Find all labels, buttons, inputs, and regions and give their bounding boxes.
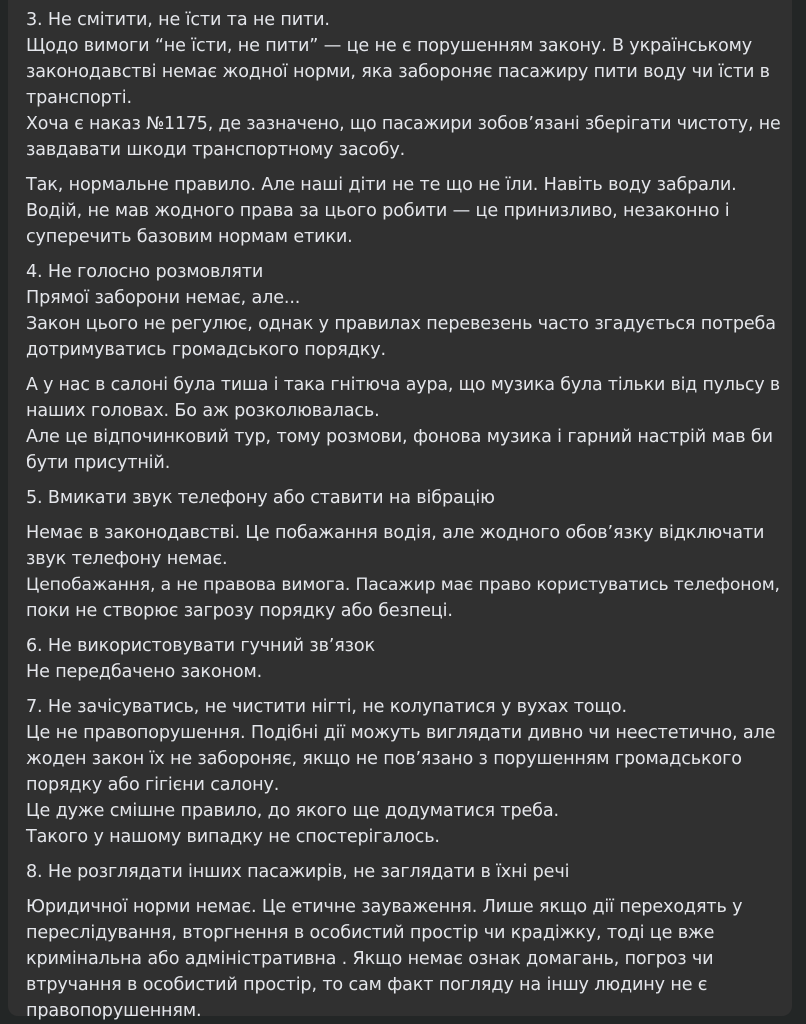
text-line: Юридичної норми немає. Це етичне зауваження. Лише якщо дії переходять у [26,897,743,917]
text-line: транспорті. [26,88,132,108]
paragraph-comment-4 [26,372,782,476]
text-line: А у нас в салоні була тиша і така гнітюча аура, що музика була тільки від пульсу в [26,375,780,395]
text-line: Щодо вимоги “не їсти, не пити” — це не є порушенням закону. В українському [26,36,753,56]
text-line: правопорушенням. [26,1001,202,1021]
text-line: переслідування, вторгнення в особистий простір чи крадіжку, тоді це вже [26,923,715,943]
text-line: поки не створює загрозу порядку або безпеці. [26,601,453,621]
text-line: Водій, не мав жодного права за цього робити — це принизливо, незаконно і [26,201,730,221]
text-line: Немає в законодавстві. Це побажання водія, але жодного обов’язку відключати [26,523,765,543]
text-line: Закон цього не регулює, однак у правилах перевезень часто згадується потреба [26,314,776,334]
text-line: Не передбачено законом. [26,662,263,682]
rule-heading: 5. Вмикати звук телефону або ставити на вібрацію [26,488,495,508]
paragraph-comment-3 [26,172,782,250]
paragraph-rule-4 [26,259,782,363]
paragraph-rule-3 [26,7,782,163]
text-line: бути присутній. [26,453,171,473]
text-line: Прямої заборони немає, але... [26,288,301,308]
paragraph-comment-8 [26,894,782,1024]
text-line: суперечить базовим нормам етики. [26,227,353,247]
text-line: порядку або гігієни салону. [26,775,280,795]
paragraph-rule-6 [26,633,782,685]
text-line: Це дуже смішне правило, до якого ще додуматися треба. [26,801,559,821]
text-line: втручання в особистий простір, то сам факт погляду на іншу людину не є [26,975,708,995]
text-line: кримінальна або адміністративна . Якщо немає ознак домагань, погроз чи [26,949,714,969]
paragraph-rule-5 [26,485,782,511]
text-line: Це не правопорушення. Подібні дії можуть виглядати дивно чи неестетично, але [26,723,776,743]
rule-heading: 7. Не зачісуватись, не чистити нігті, не колупатися у вухах тощо. [26,697,627,717]
rule-heading: 3. Не смітити, не їсти та не пити. [26,10,330,30]
text-line: законодавстві немає жодної норми, яка забороняє пасажиру пити воду чи їсти в [26,62,770,82]
text-line: Але це відпочинковий тур, тому розмови, фонова музика і гарний настрій мав би [26,427,773,447]
paragraph-comment-5 [26,520,782,624]
text-line: Цепобажання, а не правова вимога. Пасажир має право користуватись телефоном, [26,575,780,595]
text-line: звук телефону немає. [26,549,228,569]
text-line: Такого у нашому випадку не спостерігалось. [26,827,440,847]
rule-heading: 8. Не розглядати інших пасажирів, не заглядати в їхні речі [26,862,570,882]
paragraph-rule-7 [26,694,782,850]
text-line: Так, нормальне правило. Але наші діти не те що не їли. Навіть воду забрали. [26,175,737,195]
text-line: наших головах. Бо аж розколювалась. [26,401,380,421]
text-line: жоден закон їх не забороняє, якщо не пов’язано з порушенням громадського [26,749,742,769]
rule-heading: 6. Не використовувати гучний зв’язок [26,636,375,656]
text-line: завдавати шкоди транспортному засобу. [26,140,406,160]
text-line: Хоча є наказ №1175, де зазначено, що пасажири зобов’язані зберігати чистоту, не [26,114,781,134]
message-bubble [8,0,792,1021]
rule-heading: 4. Не голосно розмовляти [26,262,264,282]
paragraph-rule-8 [26,859,782,885]
text-line: дотримуватись громадського порядку. [26,340,386,360]
